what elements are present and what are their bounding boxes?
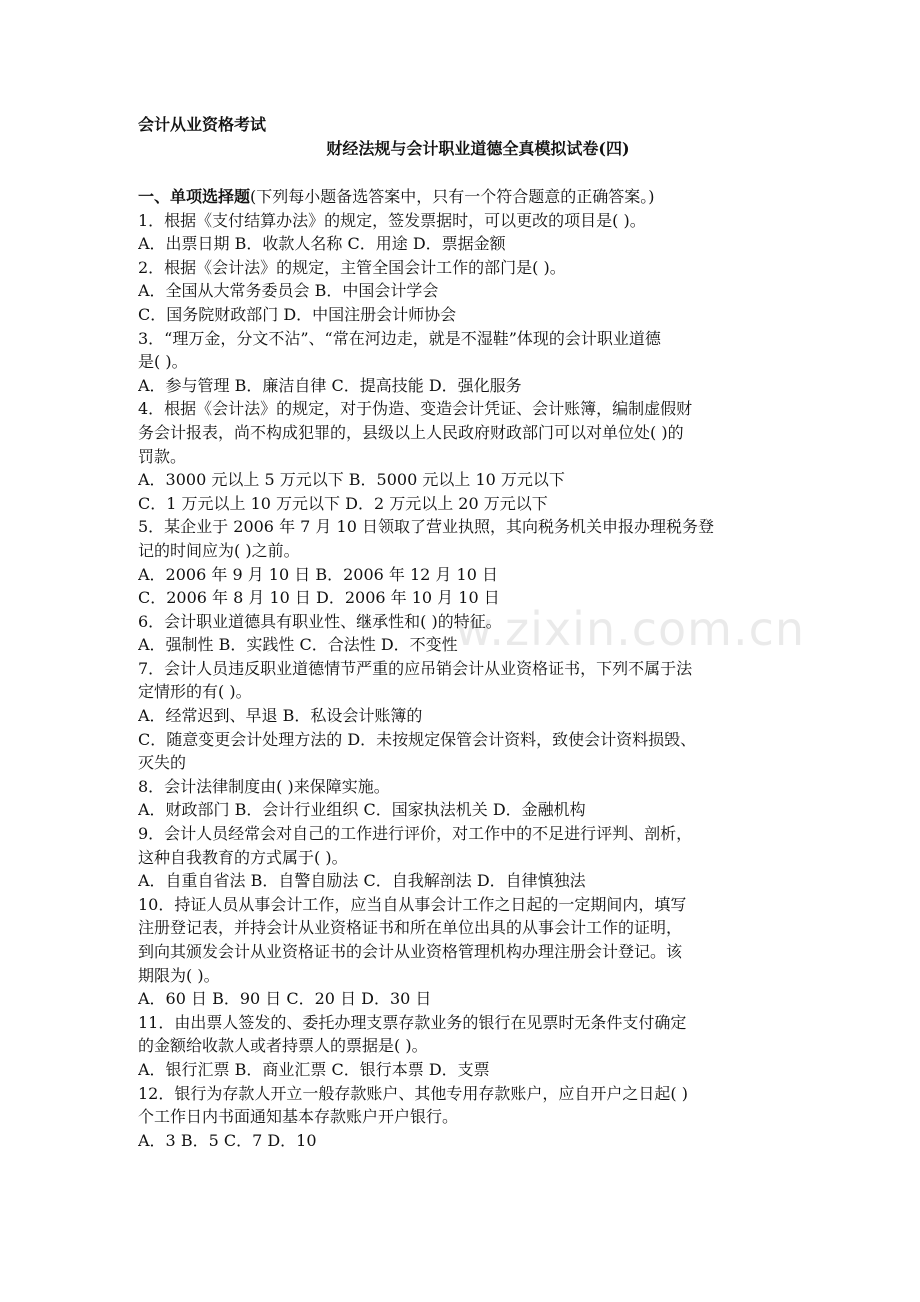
text-line: 灭失的	[138, 753, 187, 773]
text-line: C．1 万元以上 10 万元以下 D．2 万元以上 20 万元以下	[138, 493, 548, 513]
text-line: 7．会计人员违反职业道德情节严重的应吊销会计从业资格证书，下列不属于法	[138, 658, 693, 678]
text-line: C．2006 年 8 月 10 日 D．2006 年 10 月 10 日	[138, 588, 500, 608]
document-body	[138, 113, 788, 1152]
text-line: A．自重自省法 B．自警自励法 C．自我解剖法 D．自律慎独法	[138, 871, 586, 891]
text-line: 到向其颁发会计从业资格证书的会计从业资格管理机构办理注册会计登记。该	[138, 942, 683, 961]
text-line: A．60 日 B．90 日 C．20 日 D．30 日	[138, 989, 432, 1009]
section-instruction: (下列每小题备选答案中，只有一个符合题意的正确答案。)	[250, 187, 655, 206]
section-heading	[138, 185, 788, 209]
text-line: 11．由出票人签发的、委托办理支票存款业务的银行在见票时无条件支付确定	[138, 1012, 687, 1032]
text-line: 1．根据《支付结算办法》的规定，签发票据时，可以更改的项目是( )。	[138, 210, 646, 230]
text-line: A．出票日期 B．收款人名称 C．用途 D．票据金额	[138, 234, 506, 254]
text-line: 4．根据《会计法》的规定，对于伪造、变造会计凭证、会计账簿，编制虚假财	[138, 399, 693, 419]
text-line: 期限为( )。	[138, 965, 220, 985]
text-line: A．财政部门 B．会计行业组织 C．国家执法机关 D．金融机构	[138, 800, 586, 820]
text-line: 9．会计人员经常会对自己的工作进行评价，对工作中的不足进行评判、剖析，	[138, 824, 693, 844]
text-line: A．3 B．5 C．7 D．10	[138, 1130, 317, 1150]
text-line: 2．根据《会计法》的规定，主管全国会计工作的部门是( )。	[138, 257, 566, 277]
text-line: 务会计报表，尚不构成犯罪的，县级以上人民政府财政部门可以对单位处( )的	[138, 422, 684, 442]
text-line: 12．银行为存款人开立一般存款账户、其他专用存款账户，应自开户之日起( )	[138, 1083, 688, 1103]
watermark-text: w.zixin.com.cn	[455, 602, 806, 656]
text-line: A．3000 元以上 5 万元以下 B．5000 元以上 10 万元以下	[138, 470, 565, 490]
text-line: 定情形的有( )。	[138, 682, 252, 702]
paper-title: 财经法规与会计职业道德全真模拟试卷(四)	[326, 139, 630, 158]
spacer	[138, 161, 788, 185]
section-title: 一、单项选择题	[138, 187, 251, 206]
text-line: 注册登记表，并持会计从业资格证书和所在单位出具的从事会计工作的证明，	[138, 918, 683, 938]
text-line: A．强制性 B．实践性 C．合法性 D．不变性	[138, 635, 458, 655]
text-line: A．经常迟到、早退 B．私设会计账簿的	[138, 706, 423, 726]
text-line: A．参与管理 B．廉洁自律 C．提高技能 D．强化服务	[138, 375, 522, 395]
text-line: C．国务院财政部门 D．中国注册会计师协会	[138, 304, 457, 324]
text-line: 的金额给收款人或者持票人的票据是( )。	[138, 1036, 428, 1056]
question-list	[138, 209, 788, 1153]
text-line: 记的时间应为( )之前。	[138, 540, 300, 560]
text-line: 8．会计法律制度由( )来保障实施。	[138, 776, 390, 796]
text-line: 6．会计职业道德具有职业性、继承性和( )的特征。	[138, 611, 502, 631]
text-line: A．全国从大常务委员会 B．中国会计学会	[138, 281, 439, 301]
text-line: 这种自我教育的方式属于( )。	[138, 847, 348, 867]
text-line: 个工作日内书面通知基本存款账户开户银行。	[138, 1107, 459, 1127]
exam-title: 会计从业资格考试	[138, 115, 267, 134]
text-line: 5．某企业于 2006 年 7 月 10 日领取了营业执照，其向税务机关申报办理税务登	[138, 517, 714, 537]
text-line: C．随意变更会计处理方法的 D．未按规定保管会计资料，致使会计资料损毁、	[138, 729, 697, 749]
text-line: 3．“理万金，分文不沾”、“常在河边走，就是不湿鞋”体现的会计职业道德	[138, 328, 661, 348]
text-line: 罚款。	[138, 446, 187, 466]
text-line: A．银行汇票 B．商业汇票 C．银行本票 D．支票	[138, 1059, 490, 1079]
text-line: A．2006 年 9 月 10 日 B．2006 年 12 月 10 日	[138, 564, 498, 584]
text-line: 是( )。	[138, 352, 188, 372]
text-line: 10．持证人员从事会计工作，应当自从事会计工作之日起的一定期间内，填写	[138, 894, 687, 914]
